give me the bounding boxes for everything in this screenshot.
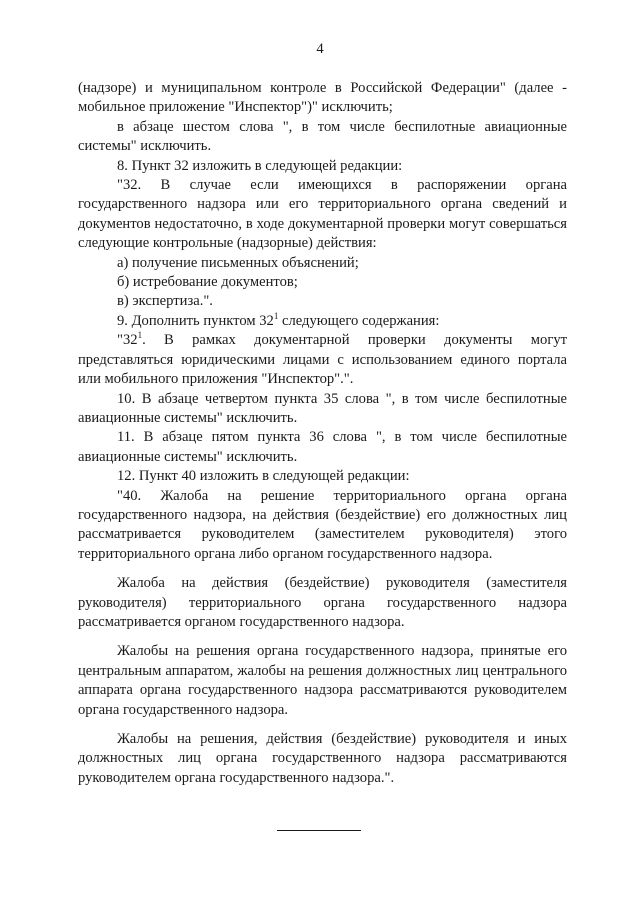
paragraph	[78, 487, 567, 565]
paragraph	[78, 79, 567, 118]
paragraph	[78, 467, 567, 486]
paragraph	[78, 292, 567, 311]
paragraph-text-tail: следующего содержания:	[278, 312, 440, 329]
paragraph-text: "32. В случае если имеющихся в распоряжении органа государственного надзора или его территориального органа сведений и документов недостаточно, в ходе документарной проверки могут совершаться следующие контрольные (надзорные) действия:	[78, 177, 567, 252]
superscript: 1	[273, 311, 279, 322]
paragraph-text: "32	[117, 332, 138, 349]
paragraph	[78, 642, 567, 720]
paragraph	[78, 390, 567, 429]
paragraph	[78, 428, 567, 467]
paragraph-text: 12. Пункт 40 изложить в следующей редакции:	[117, 468, 410, 485]
paragraph-text: в) экспертиза.".	[117, 293, 213, 310]
paragraph-text: Жалобы на решения органа государственного надзора, принятые его центральным аппаратом, жалобы на решения должностных лиц центрального аппарата органа государственного надзора рассматриваются руководителем органа государственного надзора.	[78, 643, 567, 718]
paragraph-text: 8. Пункт 32 изложить в следующей редакции:	[117, 157, 403, 174]
paragraph	[78, 176, 567, 254]
paragraph	[78, 157, 567, 176]
document-body	[78, 79, 567, 788]
paragraph-text: Жалоба на действия (бездействие) руководителя (заместителя руководителя) территориального органа государственного надзора рассматривается органом государственного надзора.	[78, 575, 567, 630]
paragraph	[78, 254, 567, 273]
paragraph	[78, 312, 567, 331]
end-rule	[277, 830, 361, 831]
paragraph-text: в абзаце шестом слова ", в том числе беспилотные авиационные системы" исключить.	[78, 118, 567, 155]
paragraph-text: "40. Жалоба на решение территориального органа органа государственного надзора, на действия (бездействие) его должностных лиц рассматривается руководителем (заместителем руководителя) этого территориального органа либо органом государственного надзора.	[78, 487, 567, 562]
page-number: 4	[316, 41, 324, 57]
paragraph-text: (надзоре) и муниципальном контроле в Российской Федерации" (далее - мобильное приложение "Инспектор")" исключить;	[78, 80, 567, 116]
paragraph-text: 9. Дополнить пунктом 32	[117, 312, 274, 329]
paragraph	[78, 574, 567, 632]
paragraph-text-tail: . В рамках документарной проверки документы могут представляться юридическими лицами с использованием единого портала или мобильного приложения "Инспектор".".	[78, 332, 567, 388]
superscript: 1	[137, 330, 143, 341]
paragraph	[78, 118, 567, 157]
paragraph	[78, 730, 567, 788]
paragraph-text: 10. В абзаце четвертом пункта 35 слова ", в том числе беспилотные авиационные системы" исключить.	[78, 390, 567, 426]
paragraph	[78, 273, 567, 292]
paragraph-text: б) истребование документов;	[117, 274, 298, 291]
paragraph-text: 11. В абзаце пятом пункта 36 слова ", в том числе беспилотные авиационные системы" исключить.	[78, 429, 567, 465]
paragraph-text: Жалобы на решения, действия (бездействие) руководителя и иных должностных лиц органа государственного надзора рассматриваются руководителем органа государственного надзора.".	[78, 731, 567, 786]
paragraph-text: а) получение письменных объяснений;	[117, 254, 359, 271]
paragraph	[78, 331, 567, 389]
